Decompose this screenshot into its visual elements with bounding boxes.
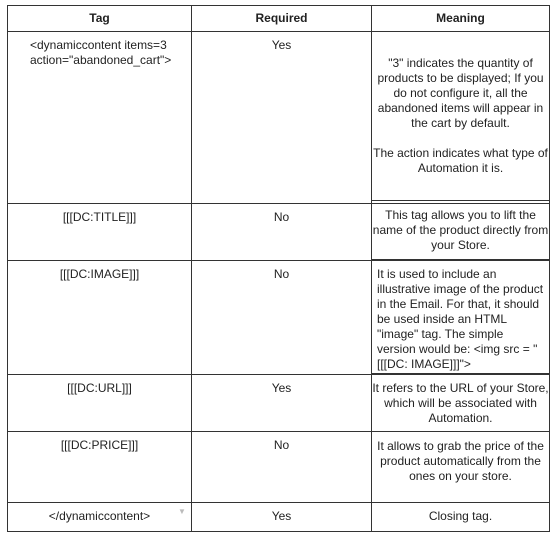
meaning-cell <box>372 32 550 204</box>
required-cell: Yes <box>192 375 372 432</box>
table-row <box>8 32 550 204</box>
meaning-cell <box>372 261 550 375</box>
meaning-cell <box>372 432 550 503</box>
meaning-text: It refers to the URL of your Store, which will be associated with Automation. <box>372 381 549 425</box>
tag-cell: [[[DC:IMAGE]]] <box>8 261 192 375</box>
meaning-text: It is used to include an illustrative image of the product in the Email. For that, it should be used inside an HTML "image" tag. The simple version would be: <img src = "[[[DC: IMAGE]]]"> <box>377 267 544 371</box>
required-cell: Yes <box>192 32 372 204</box>
tag-text: </dynamiccontent> <box>48 509 151 523</box>
header-tag: Tag <box>8 6 192 32</box>
meaning-cell <box>372 204 550 261</box>
tags-table-container <box>7 5 549 532</box>
table-row <box>8 503 550 532</box>
table-header-row <box>8 6 550 32</box>
meaning-text: It allows to grab the price of the product automatically from the ones on your store. <box>377 439 544 483</box>
header-meaning: Meaning <box>372 6 550 32</box>
required-cell: No <box>192 261 372 375</box>
tag-cell: [[[DC:TITLE]]] <box>8 204 192 261</box>
table-row <box>8 375 550 432</box>
dynamic-content-tags-table <box>7 5 550 532</box>
meaning-text-quantity: "3" indicates the quantity of products to be displayed; If you do not configure it, all the abandoned items will appear in the cart by default. <box>377 56 544 130</box>
required-cell: Yes <box>192 503 372 532</box>
tag-cell <box>8 503 192 532</box>
meaning-text: This tag allows you to lift the name of the product directly from your Store. <box>372 208 549 252</box>
table-row <box>8 261 550 375</box>
meaning-cell: Closing tag. <box>372 503 550 532</box>
chevron-down-icon[interactable]: ▼ <box>178 507 186 516</box>
tag-cell: [[[DC:PRICE]]] <box>8 432 192 503</box>
meaning-text-action: The action indicates what type of Automation it is. <box>373 146 548 175</box>
meaning-cell <box>372 375 550 432</box>
tag-cell: <dynamiccontent items=3 action="abandoned_cart"> <box>8 32 192 204</box>
tag-cell: [[[DC:URL]]] <box>8 375 192 432</box>
table-row <box>8 432 550 503</box>
table-row <box>8 204 550 261</box>
required-cell: No <box>192 204 372 261</box>
header-required: Required <box>192 6 372 32</box>
required-cell: No <box>192 432 372 503</box>
